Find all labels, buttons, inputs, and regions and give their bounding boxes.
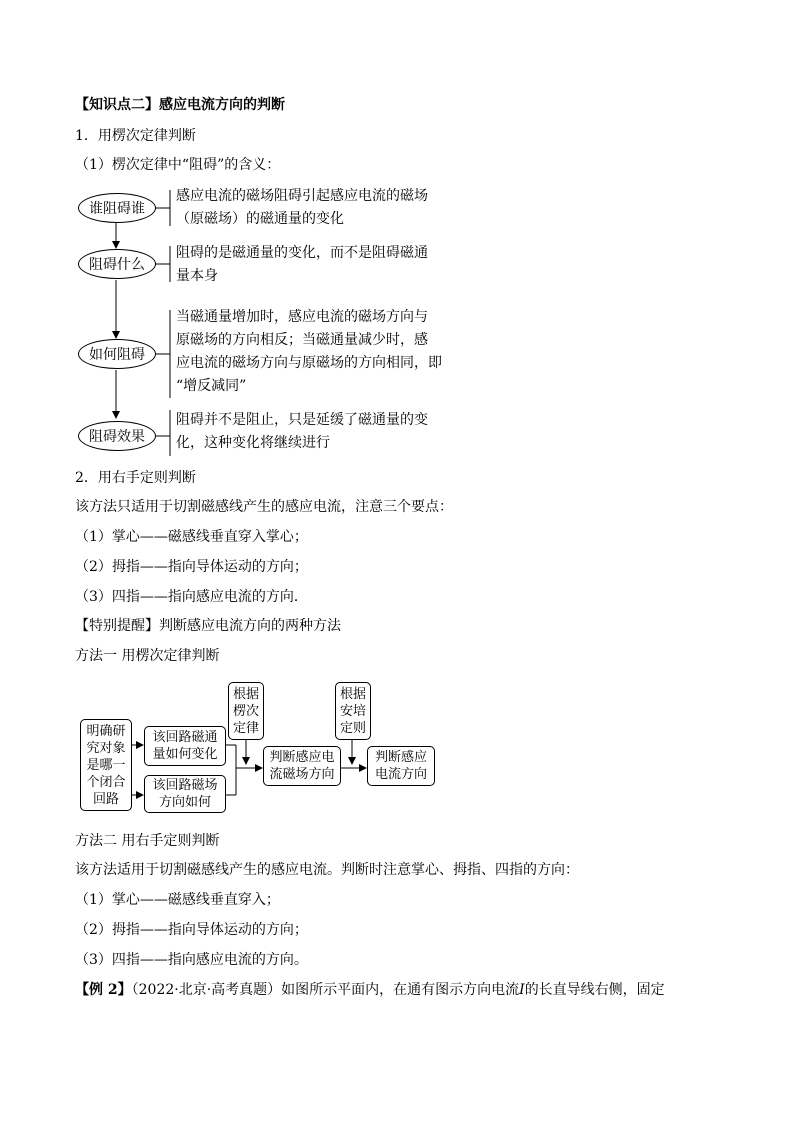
what-blocks-line-1: 阻碍的是磁通量的变化，而不是阻碍磁通 bbox=[176, 245, 428, 261]
flow-end-text: 判断感应 电流方向 bbox=[374, 750, 427, 782]
flow-basis-2-text: 根据 安培 定则 bbox=[339, 686, 366, 736]
right-hand-heading: 2．用右手定则判断 bbox=[75, 470, 196, 486]
flow-mid-text: 判断感应电 流磁场方向 bbox=[269, 750, 335, 782]
section-title: 【知识点二】感应电流方向的判断 bbox=[75, 97, 285, 113]
oval-label: 阻碍效果 bbox=[89, 429, 145, 445]
flow-basis-1-box bbox=[228, 682, 264, 740]
how-blocks-line-2: 原磁场的方向相反；当磁通量减少时，感 bbox=[176, 332, 428, 348]
current-symbol: I bbox=[519, 982, 525, 998]
method-1-title: 方法一 用楞次定律判断 bbox=[75, 648, 220, 664]
example-label: 【例 2】 bbox=[75, 982, 132, 998]
example-text: （2022·北京·高考真题）如图所示平面内，在通有图示方向电流 bbox=[131, 982, 520, 998]
who-blocks-line-1: 感应电流的磁场阻碍引起感应电流的磁场 bbox=[176, 188, 428, 204]
oval-label: 谁阻碍谁 bbox=[89, 201, 145, 217]
method-2-desc: 该方法适用于切割磁感线产生的感应电流。判断时注意掌心、拇指、四指的方向： bbox=[75, 862, 579, 878]
right-hand-point-3: （3）四指——指向感应电流的方向． bbox=[75, 589, 308, 605]
flow-top-text: 该回路磁通 量如何变化 bbox=[152, 730, 218, 762]
effect-line-1: 阻碍并不是阻止，只是延缓了磁通量的变 bbox=[176, 412, 428, 428]
flow-mid-box bbox=[263, 746, 341, 786]
flow-bottom-text: 该回路磁场 方向如何 bbox=[152, 778, 218, 810]
how-blocks-line-4: “增反减同” bbox=[176, 378, 247, 394]
effect-line-2: 化，这种变化将继续进行 bbox=[176, 435, 330, 451]
how-blocks-line-3: 应电流的磁场方向与原磁场的方向相同，即 bbox=[176, 355, 442, 371]
right-hand-desc: 该方法只适用于切割磁感线产生的感应电流，注意三个要点： bbox=[75, 499, 453, 515]
flow-basis-1-text: 根据 楞次 定律 bbox=[232, 686, 259, 736]
tip-title: 【特别提醒】判断感应电流方向的两种方法 bbox=[75, 618, 341, 634]
oval-label: 如何阻碍 bbox=[89, 347, 145, 363]
right-hand-point-1: （1）掌心——磁感线垂直穿入掌心； bbox=[75, 529, 308, 545]
example-text-2: 的长直导线右侧，固定 bbox=[524, 982, 665, 998]
how-blocks-line-1: 当磁通量增加时，感应电流的磁场方向与 bbox=[176, 309, 428, 325]
flow-start-text: 明确研 究对象 是哪一 个闭合 回路 bbox=[86, 723, 126, 807]
oval-label: 阻碍什么 bbox=[89, 257, 145, 273]
right-hand-point-2: （2）拇指——指向导体运动的方向； bbox=[75, 559, 308, 575]
method-2-point-3: （3）四指——指向感应电流的方向。 bbox=[75, 952, 308, 968]
method-2-title: 方法二 用右手定则判断 bbox=[75, 833, 220, 849]
lenz-sub: （1）楞次定律中“阻碍”的含义： bbox=[75, 157, 281, 173]
flow-end-box bbox=[367, 746, 435, 786]
flow-basis-2-box bbox=[335, 682, 371, 740]
flow-start-box bbox=[80, 719, 132, 811]
lenz-heading: 1．用楞次定律判断 bbox=[75, 128, 196, 144]
flow-bottom-box bbox=[144, 775, 226, 813]
flow-top-box bbox=[144, 726, 226, 766]
example-line bbox=[75, 981, 665, 999]
method-2-point-2: （2）拇指——指向导体运动的方向； bbox=[75, 922, 308, 938]
method-2-point-1: （1）掌心——磁感线垂直穿入； bbox=[75, 892, 280, 908]
what-blocks-line-2: 量本身 bbox=[176, 268, 218, 284]
who-blocks-line-2: （原磁场）的磁通量的变化 bbox=[176, 211, 344, 227]
